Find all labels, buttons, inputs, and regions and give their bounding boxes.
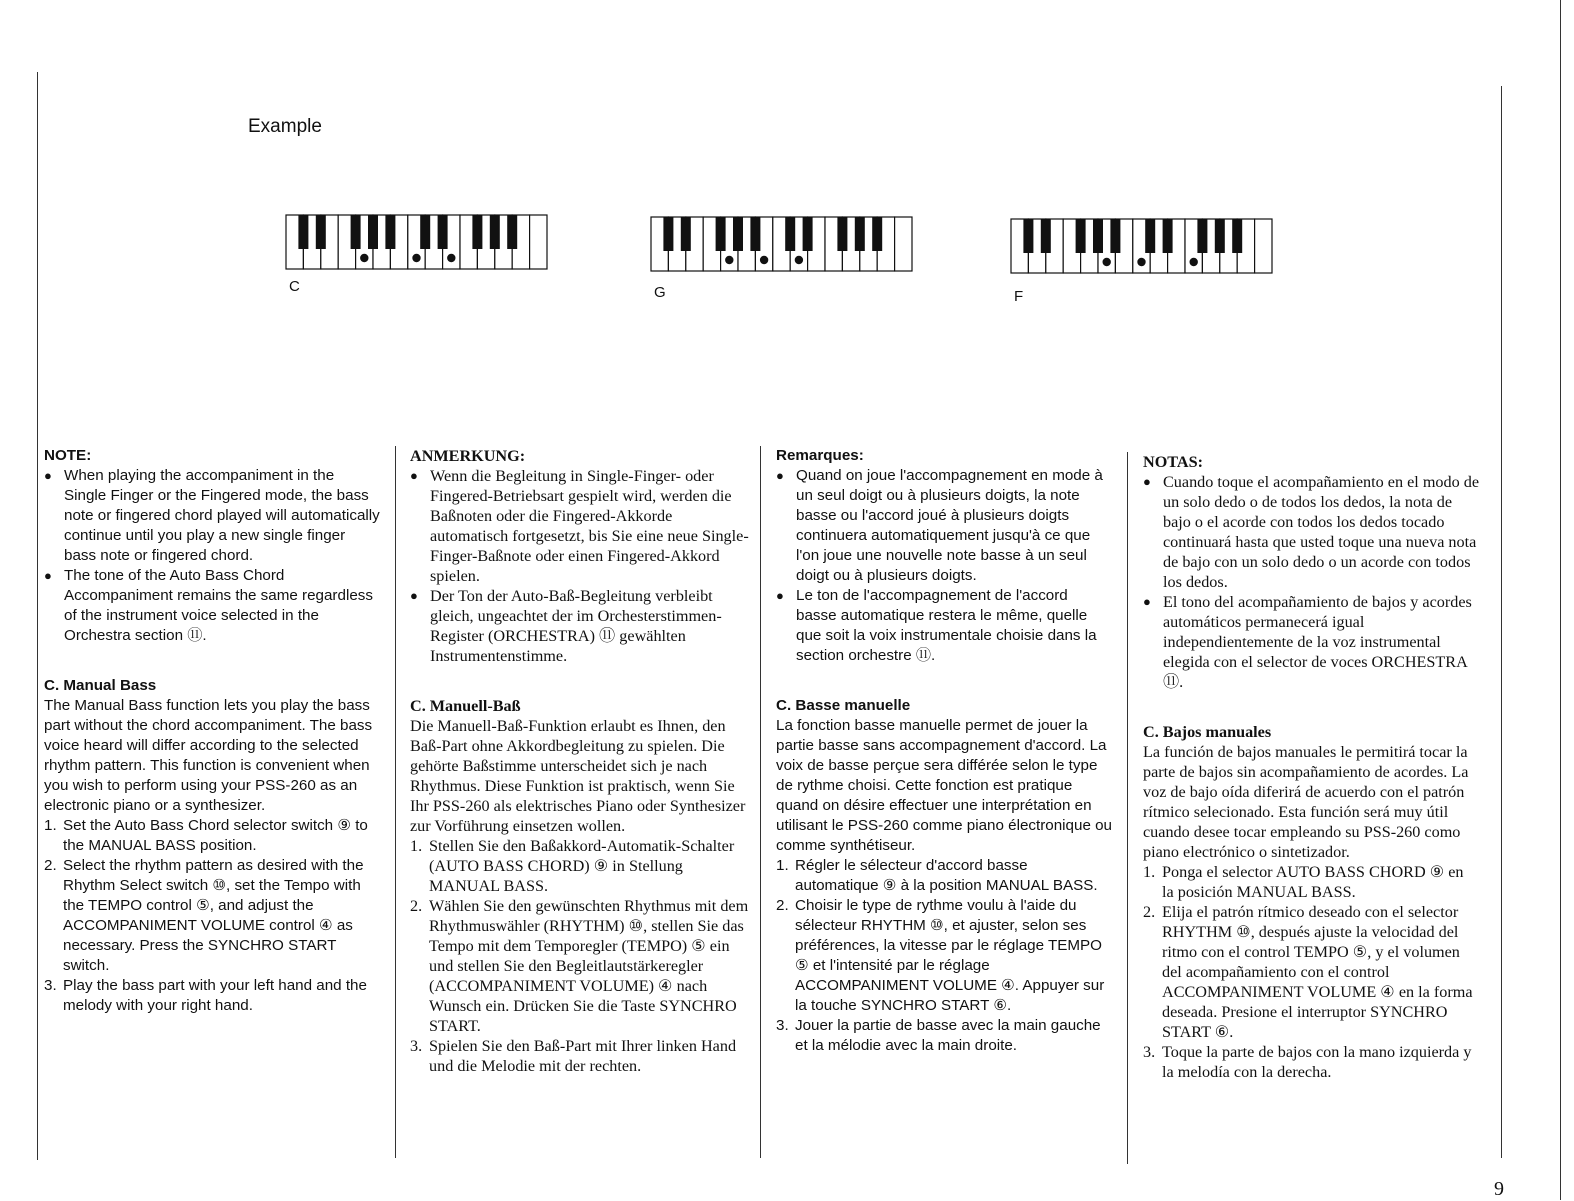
black-key bbox=[1041, 219, 1051, 253]
note-bullet: ● When playing the accompaniment in the Single Finger or the Fingered mode, the bass note or fingered chord played will automatically continue until you play a new single finger bass note or fingered chord. bbox=[44, 466, 380, 566]
step-text: Régler le sélecteur d'accord basse automatique ⑨ à la position MANUAL BASS. bbox=[795, 857, 1098, 894]
black-key bbox=[1215, 219, 1225, 253]
chord-note-dot bbox=[360, 254, 368, 262]
step-item bbox=[44, 976, 380, 1016]
note-list bbox=[1143, 472, 1479, 692]
white-key bbox=[1255, 219, 1272, 273]
black-key bbox=[1197, 219, 1207, 253]
column-spanish bbox=[1143, 452, 1479, 1082]
step-number: 2. bbox=[776, 897, 789, 914]
step-number: 1. bbox=[410, 837, 423, 855]
black-key bbox=[872, 217, 882, 251]
black-key bbox=[351, 215, 361, 249]
chord-note-dot bbox=[760, 256, 768, 264]
chord-note-dot bbox=[447, 254, 455, 262]
note-list bbox=[776, 466, 1112, 666]
step-number: 3. bbox=[776, 1017, 789, 1034]
steps-list bbox=[44, 816, 380, 1016]
step-item bbox=[410, 836, 750, 896]
keyboard-diagram-f bbox=[1010, 218, 1274, 274]
note-heading: ANMERKUNG: bbox=[410, 447, 526, 465]
right-margin-rule bbox=[1501, 86, 1502, 1158]
step-number: 1. bbox=[776, 857, 789, 874]
black-key bbox=[750, 217, 760, 251]
black-key bbox=[1110, 219, 1120, 253]
chord-note-dot bbox=[1103, 258, 1111, 266]
black-key bbox=[681, 217, 691, 251]
section-heading: C. Bajos manuales bbox=[1143, 723, 1272, 741]
step-text: Ponga el selector AUTO BASS CHORD ⑨ en la posición MANUAL BASS. bbox=[1162, 863, 1464, 901]
steps-list bbox=[1143, 862, 1479, 1082]
column-divider-1 bbox=[395, 446, 396, 1158]
step-number: 1. bbox=[1143, 863, 1156, 881]
black-key bbox=[716, 217, 726, 251]
note-bullet: ● El tono del acompañamiento de bajos y acordes automáticos permanecerá igual independientemente de la voz instrumental elegida con el selector de voces ORCHESTRA ⑪. bbox=[1143, 592, 1479, 692]
step-number: 2. bbox=[410, 897, 423, 915]
section-body: Die Manuell-Baß-Funktion erlaubt es Ihnen, den Baß-Part ohne Akkordbegleitung zu spielen. Die gehörte Baßstimme unterscheidet sich je nach Rhythmus. Diese Funktion ist praktisch, wenn Sie Ihr PSS-260 als elektrisches Piano oder Synthesizer zur Vorführung einsetzen wollen. bbox=[410, 717, 746, 835]
note-heading: NOTAS: bbox=[1143, 453, 1203, 471]
chord-note-dot bbox=[795, 256, 803, 264]
step-item bbox=[776, 856, 1112, 896]
keyboard-diagram-g bbox=[650, 216, 914, 272]
note-bullet: ● The tone of the Auto Bass Chord Accompaniment remains the same regardless of the instrument voice selected in the Orchestra section ⑪. bbox=[44, 566, 380, 646]
column-divider-3 bbox=[1127, 452, 1128, 1164]
column-french bbox=[776, 446, 1112, 1056]
column-divider-2 bbox=[760, 446, 761, 1158]
section-body: La fonction basse manuelle permet de jouer la partie basse sans accompagnement d'accord. La voix de basse perçue sera différée selon le type de rythme choisi. Cette fonction est pratique quand on désire effectuer une interprétation en utilisant le PSS-260 comme piano électronique ou comme synthétiseur. bbox=[776, 717, 1113, 854]
black-key bbox=[507, 215, 517, 249]
step-item bbox=[44, 856, 380, 976]
chord-note-dot bbox=[412, 254, 420, 262]
binding-edge-rule bbox=[1560, 0, 1561, 1200]
steps-list bbox=[776, 856, 1112, 1056]
step-text: Toque la parte de bajos con la mano izquierda y la melodía con la derecha. bbox=[1162, 1043, 1472, 1081]
section-heading: C. Manual Bass bbox=[44, 677, 157, 694]
column-german bbox=[410, 446, 750, 1076]
step-text: Wählen Sie den gewünschten Rhythmus mit dem Rhythmuswähler (RHYTHM) ⑩, stellen Sie das Tempo mit dem Temporegler (TEMPO) ⑤ ein und stellen Sie den Begleitlautstärkeregler (ACCOMPANIMENT VOLUME) ④ nach Wunsch ein. Drücken Sie die Taste SYNCHRO START. bbox=[429, 897, 749, 1035]
step-item bbox=[44, 816, 380, 856]
example-label: Example bbox=[248, 116, 322, 137]
step-item bbox=[1143, 1042, 1479, 1082]
black-key bbox=[855, 217, 865, 251]
step-text: Jouer la partie de basse avec la main gauche et la mélodie avec la main droite. bbox=[795, 1017, 1101, 1054]
step-number: 2. bbox=[1143, 903, 1156, 921]
chord-note-dot bbox=[725, 256, 733, 264]
black-key bbox=[1023, 219, 1033, 253]
step-item bbox=[1143, 902, 1479, 1042]
step-text: Stellen Sie den Baßakkord-Automatik-Schalter (AUTO BASS CHORD) ⑨ in Stellung MANUAL BASS. bbox=[429, 837, 735, 895]
note-bullet: ● Cuando toque el acompañamiento en el modo de un solo dedo o de todos los dedos, la nota de bajo o el acorde con todos los dedos tocado continuará hasta que usted toque una nueva nota de bajo con un solo dedo o un acorde con todos los dedos. bbox=[1143, 472, 1479, 592]
step-text: Choisir le type de rythme voulu à l'aide du sélecteur RHYTHM ⑩, et ajuster, selon ses préférences, la vitesse par le réglage TEMPO ⑤ et l'intensité par le réglage ACCOMPANIMENT VOLUME ④. Appuyer sur la touche SYNCHRO START ⑥. bbox=[795, 897, 1105, 1014]
step-number: 3. bbox=[44, 977, 57, 994]
chord-note-dot bbox=[1137, 258, 1145, 266]
black-key bbox=[1232, 219, 1242, 253]
step-text: Elija el patrón rítmico deseado con el selector RHYTHM ⑩, después ajuste la velocidad del ritmo con el control TEMPO ⑤, y el volumen del acompañamiento con el control ACCOMPANIMENT VOLUME ④ en la forma deseada. Presione el interruptor SYNCHRO START ⑥. bbox=[1162, 903, 1473, 1041]
black-key bbox=[785, 217, 795, 251]
black-key bbox=[420, 215, 430, 249]
step-item bbox=[776, 1016, 1112, 1056]
black-key bbox=[1163, 219, 1173, 253]
keyboard-diagram-c bbox=[285, 214, 549, 270]
section-heading: C. Basse manuelle bbox=[776, 697, 911, 714]
black-key bbox=[803, 217, 813, 251]
chord-label-f: F bbox=[1014, 288, 1024, 305]
step-text: Set the Auto Bass Chord selector switch ⑨ to the MANUAL BASS position. bbox=[63, 817, 368, 854]
step-item bbox=[410, 896, 750, 1036]
black-key bbox=[1076, 219, 1086, 253]
step-number: 1. bbox=[44, 817, 57, 834]
black-key bbox=[368, 215, 378, 249]
left-margin-rule bbox=[37, 72, 38, 1160]
step-number: 2. bbox=[44, 857, 57, 874]
black-key bbox=[472, 215, 482, 249]
note-heading: NOTE: bbox=[44, 447, 92, 464]
note-bullet: ● Quand on joue l'accompagnement en mode à un seul doigt ou à plusieurs doigts, la note basse ou l'accord joué à plusieurs doigts continuera automatiquement jusqu'à ce que l'on joue une nouvelle note basse à un seul doigt ou à plusieurs doigts. bbox=[776, 466, 1112, 586]
step-item bbox=[776, 896, 1112, 1016]
chord-label-g: G bbox=[654, 284, 666, 301]
black-key bbox=[298, 215, 308, 249]
step-text: Spielen Sie den Baß-Part mit Ihrer linken Hand und die Melodie mit der rechten. bbox=[429, 1037, 737, 1075]
step-item bbox=[1143, 862, 1479, 902]
note-heading: Remarques: bbox=[776, 447, 864, 464]
black-key bbox=[1093, 219, 1103, 253]
white-key bbox=[895, 217, 912, 271]
black-key bbox=[490, 215, 500, 249]
black-key bbox=[316, 215, 326, 249]
black-key bbox=[733, 217, 743, 251]
white-key bbox=[530, 215, 547, 269]
step-item bbox=[410, 1036, 750, 1076]
note-bullet: ● Der Ton der Auto-Baß-Begleitung verbleibt gleich, ungeachtet der im Orchesterstimmen-Register (ORCHESTRA) ⑪ gewählten Instrumentenstimme. bbox=[410, 586, 750, 666]
step-number: 3. bbox=[1143, 1043, 1156, 1061]
chord-note-dot bbox=[1190, 258, 1198, 266]
step-text: Select the rhythm pattern as desired with the Rhythm Select switch ⑩, set the Tempo with the TEMPO control ⑤, and adjust the ACCOMPANIMENT VOLUME control ④ as necessary. Press the SYNCHRO START switch. bbox=[63, 857, 364, 974]
chord-label-c: C bbox=[289, 278, 300, 295]
note-list bbox=[44, 466, 380, 646]
steps-list bbox=[410, 836, 750, 1076]
black-key bbox=[385, 215, 395, 249]
column-english bbox=[44, 446, 380, 1016]
black-key bbox=[1145, 219, 1155, 253]
black-key bbox=[837, 217, 847, 251]
note-bullet: ● Le ton de l'accompagnement de l'accord basse automatique restera le même, quelle que soit la voix instrumentale choisie dans la section orchestre ⑪. bbox=[776, 586, 1112, 666]
section-body: The Manual Bass function lets you play the bass part without the chord accompaniment. The bass voice heard will differ according to the selected rhythm pattern. This function is convenient when you wish to perform using your PSS-260 as an electronic piano or a synthesizer. bbox=[44, 697, 373, 814]
section-heading: C. Manuell-Baß bbox=[410, 697, 521, 715]
black-key bbox=[663, 217, 673, 251]
section-body: La función de bajos manuales le permitirá tocar la parte de bajos sin acompañamiento de acordes. La voz de bajo oída diferirá de acuerdo con el patrón rítmico selecionado. Esta función será muy útil cuando desee tocar empleando su PSS-260 como piano electrónico o sintetizador. bbox=[1143, 743, 1469, 861]
black-key bbox=[438, 215, 448, 249]
page-number: 9 bbox=[1494, 1178, 1504, 1200]
note-list bbox=[410, 466, 750, 666]
note-bullet: ● Wenn die Begleitung in Single-Finger- oder Fingered-Betriebsart gespielt wird, werden die Baßnoten oder die Fingered-Akkorde automatisch fortgesetzt, bis Sie eine neue Single-Finger-Baßnote oder einen Fingered-Akkord spielen. bbox=[410, 466, 750, 586]
step-number: 3. bbox=[410, 1037, 423, 1055]
step-text: Play the bass part with your left hand and the melody with your right hand. bbox=[63, 977, 367, 1014]
